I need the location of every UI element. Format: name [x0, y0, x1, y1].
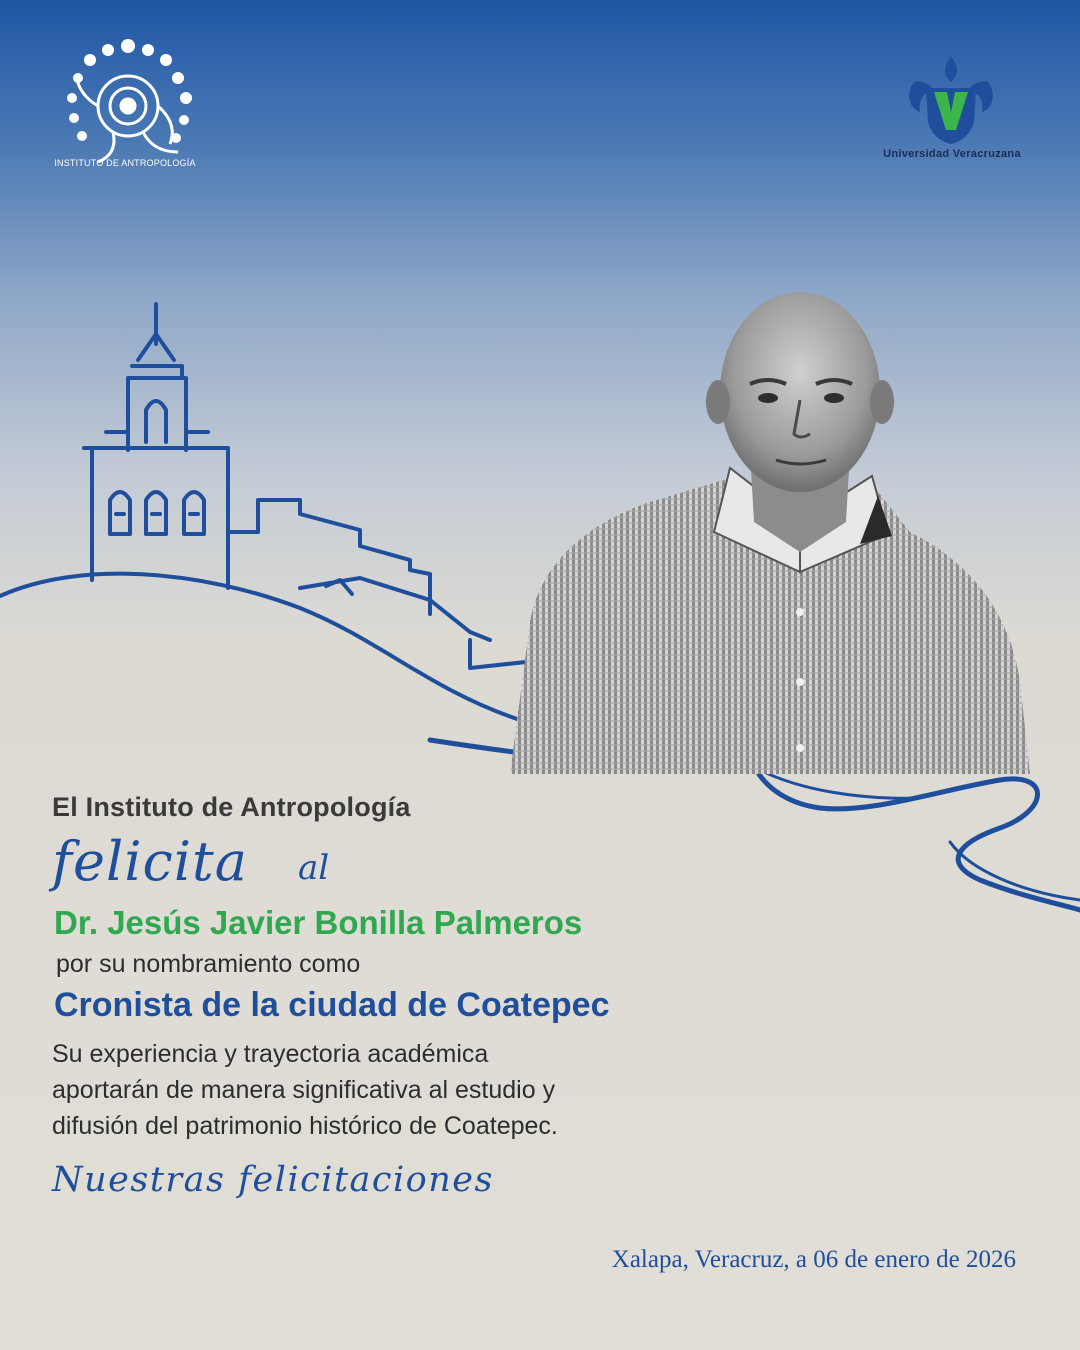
appointment-title: Cronista de la ciudad de Coatepec: [54, 986, 610, 1024]
body-line: Su experiencia y trayectoria académica: [52, 1040, 489, 1068]
place-date: Xalapa, Veracruz, a 06 de enero de 2026: [611, 1246, 1016, 1273]
honoree-name: Dr. Jesús Javier Bonilla Palmeros: [54, 904, 583, 941]
body-line: difusión del patrimonio histórico de Coatepec.: [52, 1112, 558, 1140]
al-script: al: [298, 848, 330, 888]
institute-heading: El Instituto de Antropología: [52, 792, 411, 822]
felicita-script: felicita: [52, 830, 248, 893]
body-paragraph: [52, 1036, 732, 1144]
appointment-intro: por su nombramiento como: [56, 950, 361, 978]
universidad-logo-text: Universidad Veracruzana: [883, 148, 1021, 160]
instituto-logo-text: INSTITUTO DE ANTROPOLOGÍA: [54, 158, 196, 168]
portrait-photo: [500, 282, 1030, 774]
closing-script: Nuestras felicitaciones: [52, 1160, 494, 1200]
body-line: aportarán de manera significativa al estudio y: [52, 1076, 556, 1104]
